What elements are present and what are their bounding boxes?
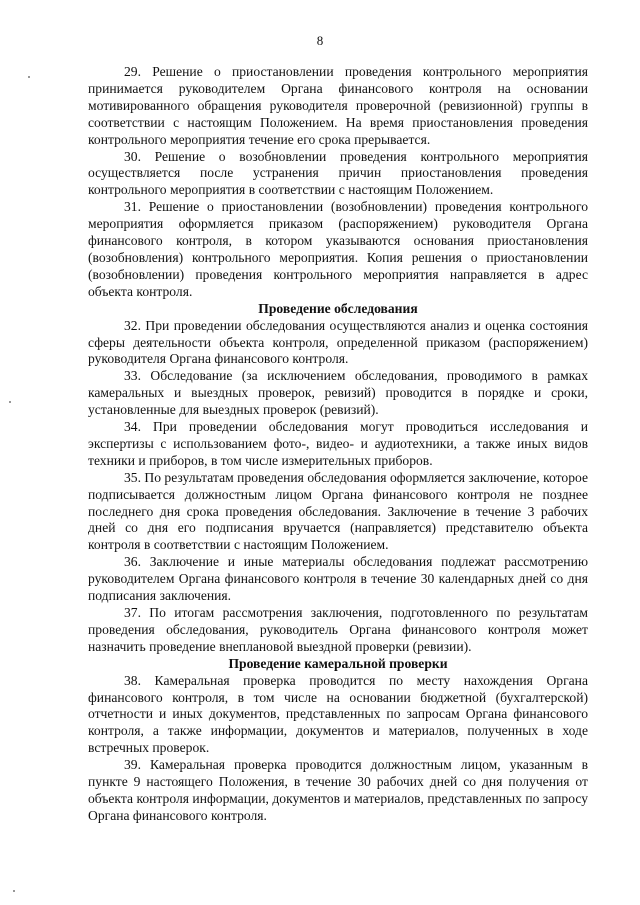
scan-artifact-top-left: [28, 76, 30, 78]
paragraph-33: 33. Обследование (за исключением обследования, проводимого в рамках камеральных и выездных проверок, ревизий) проводится в порядке и сроки, установленные для выездных проверок (ревизий).: [88, 368, 588, 418]
paragraph-34: 34. При проведении обследования могут проводиться исследования и экспертизы с использованием фото-, видео- и аудиотехники, а также иных видов техники и приборов, в том числе измерительных приборов.: [88, 419, 588, 468]
paragraph-39: 39. Камеральная проверка проводится должностным лицом, указанным в пункте 9 настоящего Положения, в течение 30 рабочих дней со дня получения от объекта контроля информации, документов и материалов, представленных по запросу Органа финансового контроля.: [88, 757, 588, 823]
paragraph-32: 32. При проведении обследования осуществляются анализ и оценка состояния сферы деятельности объекта контроля, определенной приказом (распоряжением) руководителя Органа финансового контроля.: [88, 317, 588, 367]
paragraph-29: 29. Решение о приостановлении проведения контрольного мероприятия принимается руководителем Органа финансового контроля на основании мотивированного обращения руководителя проверочной (ревизионной) группы в соответствии с настоящим Положением. На время приостановления проведения контрольного мероприятия течение его срока прерывается.: [88, 64, 588, 147]
scan-artifact-bottom-left: [13, 890, 15, 892]
paragraph-31: 31. Решение о приостановлении (возобновлении) проведения контрольного мероприятия оформляется приказом (распоряжением) руководителя Органа финансового контроля, в котором указываются основания приостановления (возобновления) контрольного мероприятия. Копия решения о приостановлении (возобновлении) проведения контрольного мероприятия направляется в адрес объекта контроля.: [88, 199, 588, 299]
paragraph-30: 30. Решение о возобновлении проведения контрольного мероприятия осуществляется после устранения причин приостановления проведения контрольного мероприятия в соответствии с настоящим Положением.: [88, 148, 588, 198]
paragraph-36: 36. Заключение и иные материалы обследования подлежат рассмотрению руководителем Органа финансового контроля в течение 30 календарных дней со дня подписания заключения.: [88, 554, 588, 604]
paragraph-37: 37. По итогам рассмотрения заключения, подготовленного по результатам проведения обследования, руководитель Органа финансового контроля может назначить проведение внеплановой выездной проверки (ревизии).: [88, 605, 588, 654]
scan-artifact-left: [9, 401, 11, 403]
document-body: [88, 64, 588, 825]
section-heading-survey: Проведение обследования: [258, 300, 418, 316]
paragraph-35: 35. По результатам проведения обследования оформляется заключение, которое подписывается должностным лицом Органа финансового контроля не позднее последнего дня срока проведения обследования. Заключение в течение 3 рабочих дней со дня его подписания вручается (направляется) представителю объекта контроля в соответствии с настоящим Положением.: [88, 469, 588, 553]
section-heading-desk-audit: Проведение камеральной проверки: [228, 655, 448, 671]
page-number: 8: [316, 33, 324, 48]
paragraph-38: 38. Камеральная проверка проводится по месту нахождения Органа финансового контроля, в том числе на основании бюджетной (бухгалтерской) отчетности и иных документов, представленных по запросам Органа финансового контроля, а также информации, документов и материалов, полученных в ходе встречных проверок.: [88, 672, 588, 756]
